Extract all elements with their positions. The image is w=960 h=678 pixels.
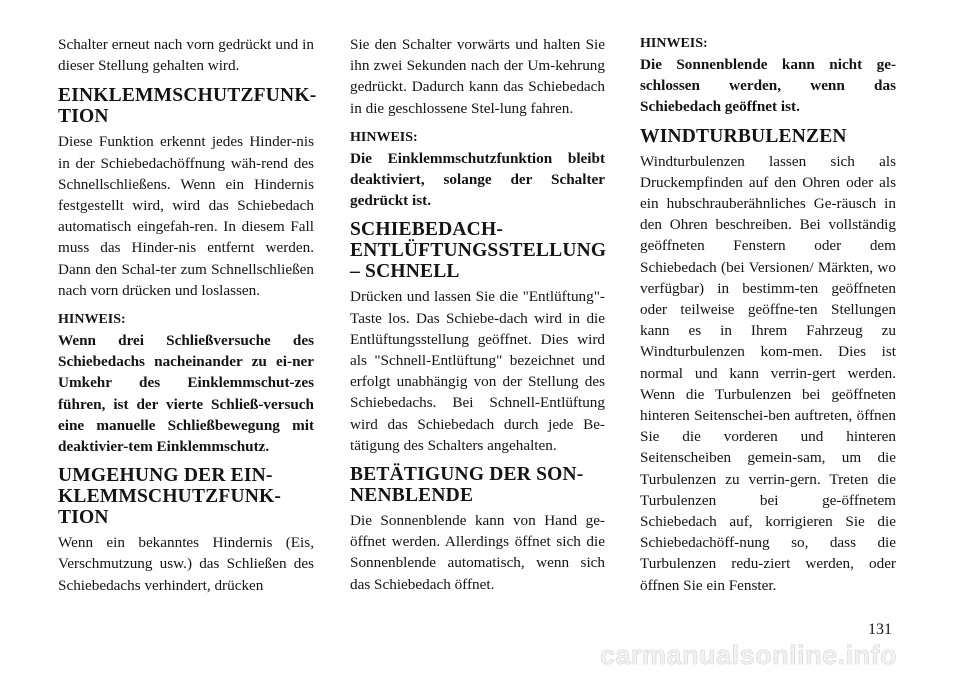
heading-windturbulenzen: WINDTURBULENZEN <box>640 125 847 147</box>
heading-umgehung: UMGEHUNG DER EIN-KLEMMSCHUTZFUNK-TION <box>58 465 282 529</box>
paragraph-windturbulenzen: Windturbulenzen lassen sich als Druckempfinden auf den Ohren oder als ein hubschrauberähnliches Ge-räusch in den Ohren beschreiben. Bei vollständig geöffneten Fenstern oder dem Schiebedach (bei Versionen/ Märkten, wo verfügbar) in bestimm-ten geöffneten oder teilweise geöffne-ten Stellungen kann es in Ihrem Fahrzeug zu Windturbulenzen kom-men. Dies ist normal und kann verrin-gert werden. Wenn die Turbulenzen bei geöffneten hinteren Seitenschei-ben auftreten, öffnen Sie die vorderen und hinteren Seitenscheiben gemein-sam, um die Turbulenzen zu verrin-gern. Treten die Turbulenzen bei ge-öffnetem Schiebedach auf, korrigieren Sie die Schiebedachöff-nung so, dass die Turbulenzen redu-ziert werden, oder öffnen Sie ein Fenster. <box>640 152 896 594</box>
column-left <box>58 34 317 596</box>
note-text: Die Einklemmschutzfunktion bleibt deaktiviert, solange der Schalter gedrückt ist. <box>350 149 605 210</box>
note-label: HINWEIS: <box>350 129 418 145</box>
heading-einklemmschutzfunktion: EINKLEMMSCHUTZFUNK-TION <box>58 85 317 128</box>
note-text: Die Sonnenblende kann nicht ge-schlossen werden, wenn das Schiebedach geöffnet ist. <box>640 56 896 116</box>
note-text: Wenn drei Schließversuche des Schiebedachs nacheinander zu ei-ner Umkehr des Einklemmschut-zes führen, ist der vierte Schließ-versuch eine manuelle Schließbewegung mit deaktivier-tem Einklemmschutz. <box>58 332 314 456</box>
paragraph-continuation: Sie den Schalter vorwärts und halten Sie ihn zwei Sekunden nach der Um-kehrung gedrückt. Dadurch kann das Schiebedach in die geschlossene Stel-lung fahren. <box>350 36 605 117</box>
watermark: carmanualsonline.info <box>600 640 898 670</box>
column-middle <box>350 34 605 595</box>
paragraph-umgehung: Wenn ein bekanntes Hindernis (Eis, Verschmutzung usw.) das Schließen des Schiebedachs verhindert, drücken <box>58 534 314 594</box>
paragraph-entlueftung: Drücken und lassen Sie die "Entlüftung"-Taste los. Das Schiebe-dach wird in die Entlüftungsstellung geöffnet. Dies wird als "Schnell-Entlüftung" bezeichnet und erfolgt unabhängig von der Stellung des Schiebedachs. Bei Schnell-Entlüftung wird das Schiebedach durch jede Be-tätigung des Schalters angehalten. <box>350 288 605 454</box>
page-number: 131 <box>868 621 892 638</box>
heading-entlueftungsstellung: SCHIEBEDACH-ENTLÜFTUNGSSTELLUNG – SCHNELL <box>350 219 607 283</box>
paragraph-einklemmschutz: Diese Funktion erkennt jedes Hinder-nis in der Schiebedachöffnung wäh-rend des Schnellschließens. Wenn ein Hindernis festgestellt wird, wird das Schiebedach automatisch eingefah-ren. In diesem Fall muss das Hinder-nis entfernt werden. Dann den Schal-ter zum Schnellschließen nach vorn drücken und loslassen. <box>58 133 314 299</box>
paragraph-sonnenblende: Die Sonnenblende kann von Hand ge-öffnet werden. Allerdings öffnet sich die Sonnenblende automatisch, wenn sich das Schiebedach öffnet. <box>350 512 605 593</box>
note-label: HINWEIS: <box>58 312 126 328</box>
heading-sonnenblende: BETÄTIGUNG DER SON-NENBLENDE <box>350 464 584 507</box>
column-right <box>640 34 896 596</box>
note-label: HINWEIS: <box>640 36 708 51</box>
intro-paragraph: Schalter erneut nach vorn gedrückt und in dieser Stellung gehalten wird. <box>58 36 314 75</box>
